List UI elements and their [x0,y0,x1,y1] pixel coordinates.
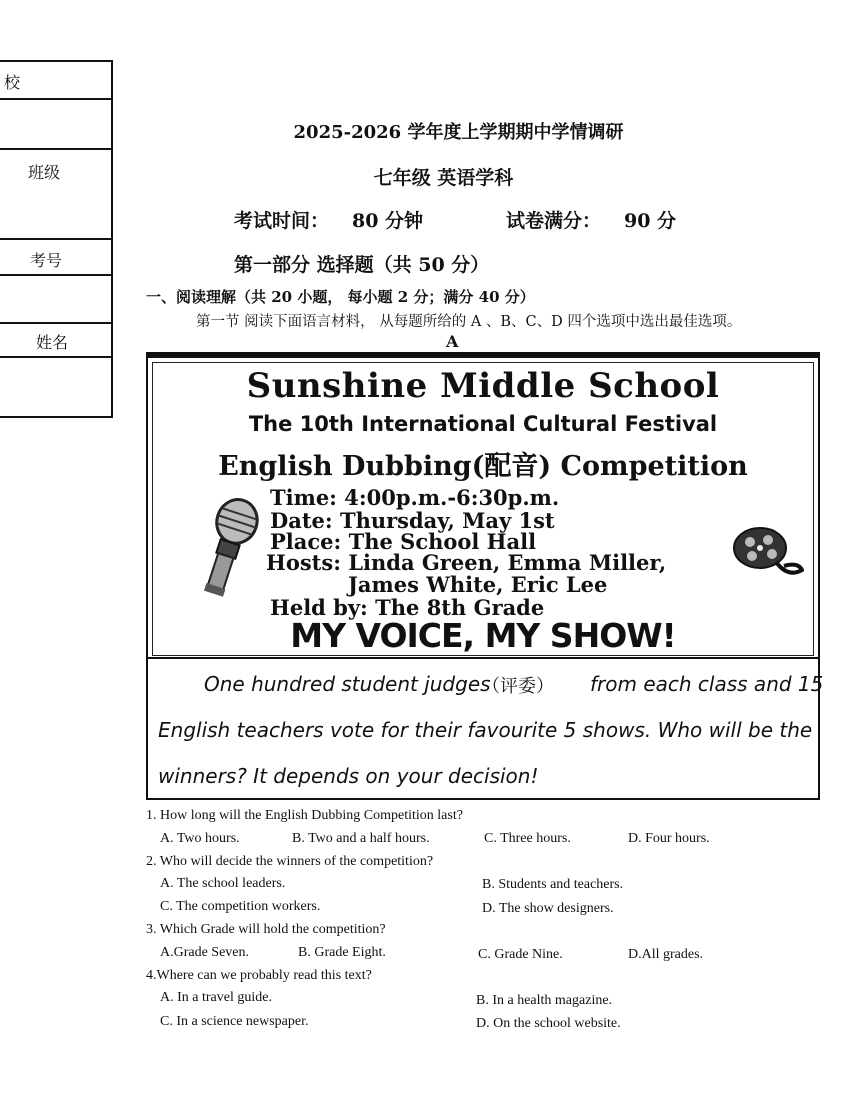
question-option: D. Four hours. [628,831,710,846]
question-stem: 4.Where can we probably read this text? [146,968,372,983]
section-heading: 一、阅读理解（共 20 小题， 每小题 2 分；满分 40 分） [146,288,535,306]
event-hosts: Hosts: Linda Green, Emma Miller, [266,550,667,575]
note-line1-part2: （评委） [482,676,554,697]
divider [111,60,113,418]
poster-festival: The 10th International Cultural Festival [248,412,718,436]
exam-number-label: 考号 [30,251,63,270]
question-option: B. Two and a half hours. [292,831,430,846]
divider [0,238,113,240]
time-value: 80 分钟 [352,210,424,232]
competition-poster [146,352,824,800]
poster-competition: English Dubbing(配音) Competition [218,451,748,482]
question-option: D.All grades. [628,947,704,962]
divider [0,148,113,150]
time-label: 考试时间： [234,210,330,232]
question-option: A. The school leaders. [160,876,286,891]
event-date: Date: Thursday, May 1st [270,508,555,533]
poster-slogan: MY VOICE, MY SHOW! [290,616,676,655]
question-stem: 2. Who will decide the winners of the competition? [146,854,434,869]
microphone-icon [192,494,264,604]
question-option: D. On the school website. [476,1016,621,1031]
question-option: C. In a science newspaper. [160,1014,309,1029]
poster-school-name: Sunshine Middle School [246,366,720,406]
event-held-by: Held by: The 8th Grade [270,595,545,620]
poster-top-band [148,354,818,358]
divider [0,274,113,276]
divider [0,356,113,358]
part-heading: 第一部分 选择题（共 50 分） [234,254,490,276]
question-stem: 1. How long will the English Dubbing Competition last? [146,808,463,823]
name-label: 姓名 [36,333,69,352]
question-option: B. In a health magazine. [476,993,613,1008]
note-line1-part1: One hundred student judges [204,672,491,696]
note-line3: winners? It depends on your decision! [158,764,539,788]
exam-subtitle: 七年级 英语学科 [373,167,514,189]
instruction: 第一节 阅读下面语言材料， 从每题所给的 A 、B、C、D 四个选项中选出最佳选项。 [196,314,742,330]
question-option: C. Three hours. [484,831,571,846]
question-option: C. The competition workers. [160,899,321,914]
score-value: 90 分 [624,210,677,232]
divider [0,98,113,100]
passage-letter: A [446,332,459,351]
event-time: Time: 4:00p.m.-6:30p.m. [270,485,560,510]
question-option: D. The show designers. [482,901,614,916]
film-reel-icon [728,522,804,582]
question-option: A. Two hours. [160,831,240,846]
divider [0,322,113,324]
question-option: A. In a travel guide. [160,990,272,1005]
score-label: 试卷满分： [506,210,602,232]
note-line2: English teachers vote for their favourite 5 shows. Who will be the [158,718,813,742]
event-hosts-continued: James White, Eric Lee [348,572,608,597]
exam-title: 2025-2026 学年度上学期期中学情调研 [293,122,624,143]
poster-divider [148,657,818,659]
question-option: B. Grade Eight. [298,945,386,960]
divider [0,60,113,62]
school-label: 校 [4,73,21,92]
event-place: Place: The School Hall [270,529,537,554]
question-option: C. Grade Nine. [478,947,563,962]
class-label: 班级 [28,163,61,182]
binding-column [0,60,113,418]
question-option: B. Students and teachers. [482,877,624,892]
divider [0,416,113,418]
question-option: A.Grade Seven. [160,945,250,960]
note-line1-part3: from each class and 15 [590,672,824,696]
question-stem: 3. Which Grade will hold the competition? [146,922,386,937]
